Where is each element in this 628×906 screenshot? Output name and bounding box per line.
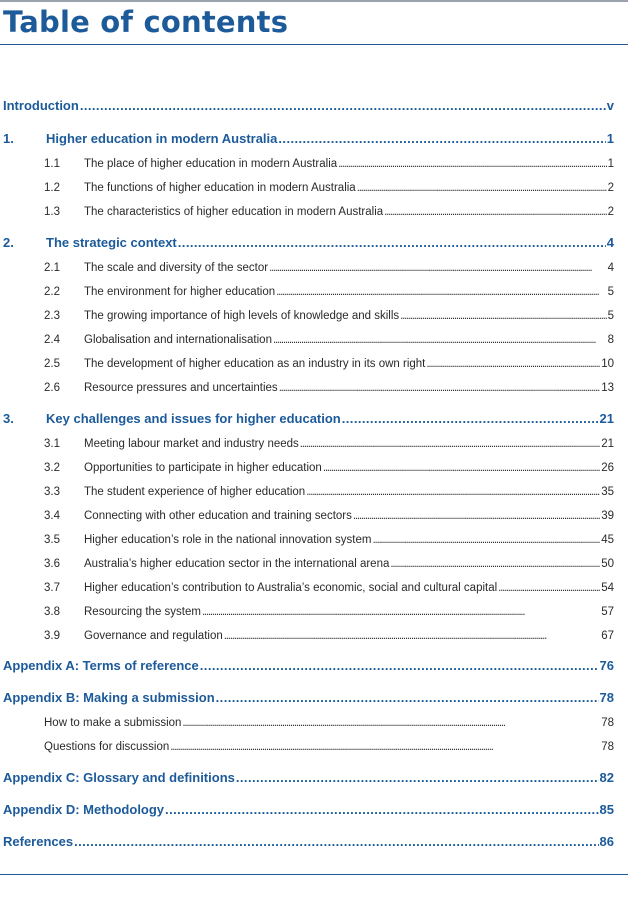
- toc-entry-page-number: 82: [599, 770, 614, 785]
- toc-entry-label: The strategic context: [46, 235, 177, 250]
- page-title: Table of contents: [3, 5, 289, 39]
- toc-entry-label: Australia’s higher education sector in the international arena: [84, 558, 390, 570]
- toc-entry-label: Higher education’s contribution to Australia’s economic, social and cultural capital: [84, 582, 498, 594]
- toc-sub-entry[interactable]: [0, 576, 628, 594]
- dot-leader: [357, 180, 607, 194]
- toc-sub-entry[interactable]: [0, 304, 628, 322]
- toc-entry-number: 3.9: [44, 630, 60, 642]
- dot-leader: [342, 412, 599, 426]
- toc-entry-label: Questions for discussion: [44, 741, 170, 753]
- toc-entry-label: Resource pressures and uncertainties: [84, 382, 278, 394]
- dot-leader: [200, 659, 599, 673]
- dot-leader: [74, 835, 598, 849]
- toc-entry-label: How to make a submission: [44, 717, 182, 729]
- toc-entry-number: 1.1: [44, 158, 60, 170]
- dot-leader: [498, 580, 600, 594]
- toc-sub-entry[interactable]: [0, 528, 628, 546]
- dot-leader: [178, 236, 606, 250]
- toc-entry-label: The functions of higher education in modern Australia: [84, 182, 356, 194]
- toc-sub-entry[interactable]: [0, 152, 628, 170]
- toc-entry-page-number: 4: [607, 262, 614, 274]
- toc-entry-label: Resourcing the system: [84, 606, 201, 618]
- toc-entry-number: 2.4: [44, 334, 60, 346]
- toc-entry-label: References: [3, 834, 74, 849]
- toc-entry-label: The characteristics of higher education in modern Australia: [84, 206, 384, 218]
- toc-entry-page-number: 85: [599, 802, 614, 817]
- toc-entry-page-number: 2: [607, 206, 614, 218]
- toc-entry-number: 2.3: [44, 310, 60, 322]
- dot-leader: [306, 484, 600, 498]
- toc-entry-label: The scale and diversity of the sector: [84, 262, 269, 274]
- toc-entry-label: The student experience of higher education: [84, 486, 306, 498]
- dot-leader: [182, 715, 600, 729]
- toc-entry-label: Connecting with other education and training sectors: [84, 510, 352, 522]
- toc-sub-entry[interactable]: [0, 256, 628, 274]
- dot-leader: [202, 604, 600, 618]
- toc-entry-number: 1.: [3, 131, 14, 146]
- dot-leader: [323, 460, 600, 474]
- toc-entry-page-number: 78: [601, 741, 614, 753]
- toc-entry-page-number: 50: [601, 558, 614, 570]
- toc-entry-number: 1.2: [44, 182, 60, 194]
- toc-entry-page-number: 86: [599, 834, 614, 849]
- toc-entry-number: 1.3: [44, 206, 60, 218]
- toc-entry-label: The place of higher education in modern Australia: [84, 158, 338, 170]
- toc-entry-label: Higher education in modern Australia: [46, 131, 278, 146]
- bottom-rule: [0, 874, 628, 875]
- toc-entry-page-number: 13: [601, 382, 614, 394]
- toc-heading-entry[interactable]: [0, 831, 628, 849]
- dot-leader: [400, 308, 606, 322]
- toc-entry-label: Key challenges and issues for higher education: [46, 411, 341, 426]
- dot-leader: [269, 260, 607, 274]
- toc-entry-label: The growing importance of high levels of knowledge and skills: [84, 310, 400, 322]
- toc-entry-page-number: 2: [607, 182, 614, 194]
- toc-entry-number: 2.5: [44, 358, 60, 370]
- toc-entry-label: The development of higher education as an industry in its own right: [84, 358, 426, 370]
- toc-sub-entry[interactable]: [0, 711, 628, 729]
- toc-entry-label: Introduction: [3, 98, 79, 113]
- dot-leader: [273, 332, 607, 346]
- toc-entry-page-number: 76: [599, 658, 614, 673]
- toc-entry-label: Globalisation and internationalisation: [84, 334, 272, 346]
- toc-heading-entry[interactable]: [0, 128, 628, 146]
- toc-entry-page-number: 1: [607, 158, 614, 170]
- dot-leader: [384, 204, 606, 218]
- toc-heading-entry[interactable]: [0, 687, 628, 705]
- toc-sub-entry[interactable]: [0, 376, 628, 394]
- toc-entry-label: Higher education’s role in the national innovation system: [84, 534, 372, 546]
- title-rule: [0, 44, 628, 45]
- dot-leader: [338, 156, 606, 170]
- toc-sub-entry[interactable]: [0, 280, 628, 298]
- toc-sub-entry[interactable]: [0, 328, 628, 346]
- toc-entry-number: 3.3: [44, 486, 60, 498]
- toc-entry-number: 2.6: [44, 382, 60, 394]
- dot-leader: [426, 356, 600, 370]
- toc-entry-label: Appendix C: Glossary and definitions: [3, 770, 235, 785]
- toc-entry-page-number: 5: [607, 286, 614, 298]
- dot-leader: [278, 132, 605, 146]
- toc-entry-number: 3.2: [44, 462, 60, 474]
- toc-entry-page-number: 35: [601, 486, 614, 498]
- dot-leader: [353, 508, 600, 522]
- dot-leader: [300, 436, 600, 450]
- dot-leader: [216, 691, 599, 705]
- toc-sub-entry[interactable]: [0, 456, 628, 474]
- top-rule: [0, 0, 628, 2]
- toc-sub-entry[interactable]: [0, 480, 628, 498]
- toc-heading-entry[interactable]: [0, 408, 628, 426]
- toc-entry-number: 3.4: [44, 510, 60, 522]
- toc-entry-number: 2.2: [44, 286, 60, 298]
- toc-entry-page-number: v: [606, 98, 614, 113]
- toc-entry-page-number: 10: [601, 358, 614, 370]
- toc-entry-number: 2.: [3, 235, 14, 250]
- toc-entry-label: Appendix B: Making a submission: [3, 690, 215, 705]
- toc-entry-number: 3.1: [44, 438, 60, 450]
- toc-sub-entry[interactable]: [0, 176, 628, 194]
- toc-entry-page-number: 26: [601, 462, 614, 474]
- toc-entry-page-number: 57: [601, 606, 614, 618]
- toc-entry-label: Appendix D: Methodology: [3, 802, 165, 817]
- toc-entry-page-number: 21: [599, 411, 614, 426]
- toc-entry-page-number: 45: [601, 534, 614, 546]
- toc-heading-entry[interactable]: [0, 767, 628, 785]
- toc-entry-page-number: 1: [606, 131, 614, 146]
- toc-entry-number: 3.8: [44, 606, 60, 618]
- toc-heading-entry[interactable]: [0, 799, 628, 817]
- toc-entry-page-number: 67: [601, 630, 614, 642]
- toc-entry-number: 3.5: [44, 534, 60, 546]
- toc-sub-entry[interactable]: [0, 504, 628, 522]
- toc-entry-page-number: 5: [607, 310, 614, 322]
- toc-sub-entry[interactable]: [0, 352, 628, 370]
- toc-entry-label: Meeting labour market and industry needs: [84, 438, 299, 450]
- dot-leader: [372, 532, 600, 546]
- toc-entry-label: The environment for higher education: [84, 286, 276, 298]
- dot-leader: [236, 771, 599, 785]
- toc-entry-page-number: 8: [607, 334, 614, 346]
- dot-leader: [390, 556, 600, 570]
- toc-entry-number: 3.: [3, 411, 14, 426]
- toc-sub-entry[interactable]: [0, 200, 628, 218]
- toc-heading-entry[interactable]: [0, 655, 628, 673]
- toc-entry-number: 3.7: [44, 582, 60, 594]
- toc-sub-entry[interactable]: [0, 552, 628, 570]
- toc-heading-entry[interactable]: [0, 95, 628, 113]
- toc-entry-page-number: 21: [601, 438, 614, 450]
- dot-leader: [165, 803, 598, 817]
- toc-sub-entry[interactable]: [0, 735, 628, 753]
- toc-sub-entry[interactable]: [0, 624, 628, 642]
- toc-sub-entry[interactable]: [0, 600, 628, 618]
- dot-leader: [279, 380, 601, 394]
- toc-sub-entry[interactable]: [0, 432, 628, 450]
- toc-entry-page-number: 4: [606, 235, 614, 250]
- toc-entry-page-number: 78: [599, 690, 614, 705]
- dot-leader: [276, 284, 606, 298]
- toc-entry-label: Governance and regulation: [84, 630, 223, 642]
- toc-heading-entry[interactable]: [0, 232, 628, 250]
- toc-entry-label: Appendix A: Terms of reference: [3, 658, 199, 673]
- toc-entry-page-number: 39: [601, 510, 614, 522]
- dot-leader: [80, 99, 606, 113]
- dot-leader: [224, 628, 600, 642]
- toc-entry-number: 2.1: [44, 262, 60, 274]
- dot-leader: [170, 739, 600, 753]
- toc-entry-label: Opportunities to participate in higher education: [84, 462, 322, 474]
- toc-entry-number: 3.6: [44, 558, 60, 570]
- toc-entry-page-number: 78: [601, 717, 614, 729]
- toc-entry-page-number: 54: [601, 582, 614, 594]
